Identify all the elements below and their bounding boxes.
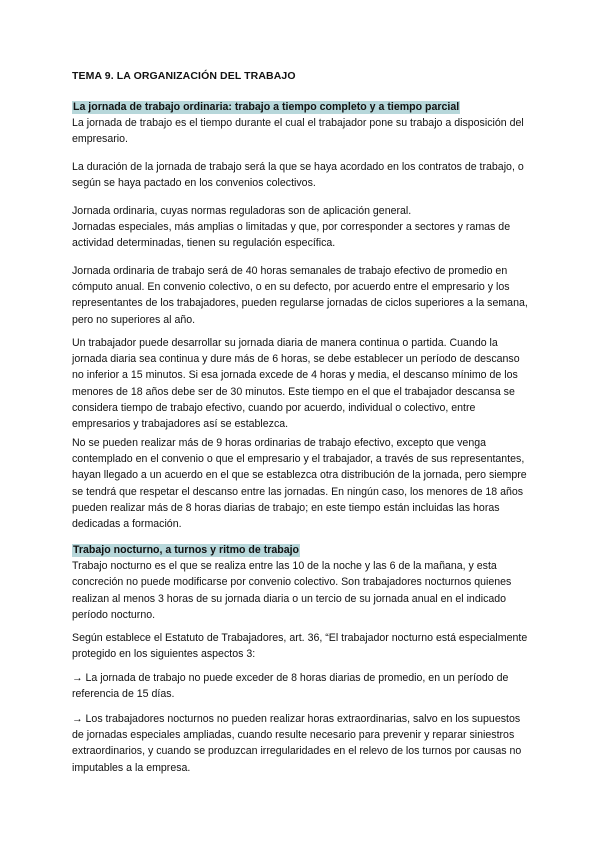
- section-1-paragraph-4-block: [72, 263, 530, 328]
- section-1-paragraph-5-block: [72, 335, 530, 432]
- section-2-bullet-2-block: [72, 711, 530, 776]
- section-2-bullet-1-block: [72, 670, 530, 702]
- section-1-paragraph-4: Jornada ordinaria de trabajo será de 40 horas semanales de trabajo efectivo de promedio en cómputo anual. En convenio colectivo, o en su defecto, por acuerdo entre el empresario y los representantes de los trabajadores, pueden regularse jornadas de ciclos superiores a la semana, pero no superiores al año.: [72, 265, 528, 326]
- section-2-paragraph-2: Según establece el Estatuto de Trabajadores, art. 36, “El trabajador nocturno está especialmente protegido en los siguientes aspectos 3:: [72, 632, 528, 661]
- section-2-paragraph-2-block: [72, 630, 530, 662]
- section-1-paragraph-3-block: [72, 203, 530, 252]
- section-1-paragraph-1: La jornada de trabajo es el tiempo durante el cual el trabajador pone su trabajo a disposición del empresario.: [72, 117, 524, 146]
- section-2-paragraph-1: Trabajo nocturno es el que se realiza entre las 10 de la noche y las 6 de la mañana, y esta concreción no puede modificarse por convenio colectivo. Son trabajadores nocturnos quienes realizan al menos 3 horas de su jornada diaria o un tercio de su jornada anual en el indicado período nocturno.: [72, 560, 512, 621]
- section-1-paragraph-2: La duración de la jornada de trabajo será la que se haya acordado en los contratos de trabajo, o según se haya pactado en los convenios colectivos.: [72, 161, 524, 190]
- section-2: [72, 542, 530, 623]
- section-2-bullet-2: → Los trabajadores nocturnos no pueden realizar horas extraordinarias, salvo en los supuestos de jornadas especiales ampliadas, cuando resulte necesario para prevenir y reparar siniestros extraordinarios, y cuando se produzcan irregularidades en el relevo de los turnos por causas no imputables a la empresa.: [72, 713, 522, 774]
- section-1-paragraph-3b: Jornadas especiales, más amplias o limitadas y que, por corresponder a sectores y ramas de actividad determinadas, tienen su regulación específica.: [72, 221, 511, 250]
- section-1-paragraph-6-block: [72, 435, 530, 532]
- document-title: TEMA 9. LA ORGANIZACIÓN DEL TRABAJO: [72, 70, 296, 82]
- section-1-paragraph-2-block: [72, 159, 530, 191]
- section-1-paragraph-5: Un trabajador puede desarrollar su jornada diaria de manera continua o partida. Cuando la jornada diaria sea continua y dure más de 6 horas, se debe establecer un período de descanso no inferior a 15 minutos. Si esa jornada excede de 4 horas y media, el descanso mínimo de los menores de 18 años debe ser de 30 minutos. Este tiempo en el que el trabajador descansa se considera tiempo de trabajo efectivo, cuando por acuerdo, individual o colectivo, entre empresarios y trabajadores así se establezca.: [72, 337, 520, 431]
- section-1-paragraph-3a: Jornada ordinaria, cuyas normas reguladoras son de aplicación general.: [72, 205, 412, 217]
- section-1-paragraph-6: No se pueden realizar más de 9 horas ordinarias de trabajo efectivo, excepto que venga contemplado en el convenio o que el empresario y el trabajador, a través de sus representantes, hayan llegado a un acuerdo en el que se establezca otra distribución de la jornada, pero siempre se tendrá que respetar el descanso entre las jornadas. En ningún caso, los menores de 18 años pueden realizar más de 8 horas diarias de trabajo; en este tiempo están incluidas las horas dedicadas a formación.: [72, 437, 527, 531]
- section-2-bullet-1: → La jornada de trabajo no puede exceder de 8 horas diarias de promedio, en un período de referencia de 15 días.: [72, 672, 509, 701]
- section-1-heading: La jornada de trabajo ordinaria: trabajo a tiempo completo y a tiempo parcial: [73, 101, 460, 113]
- section-2-heading: Trabajo nocturno, a turnos y ritmo de trabajo: [73, 544, 300, 556]
- section-1: [72, 99, 530, 148]
